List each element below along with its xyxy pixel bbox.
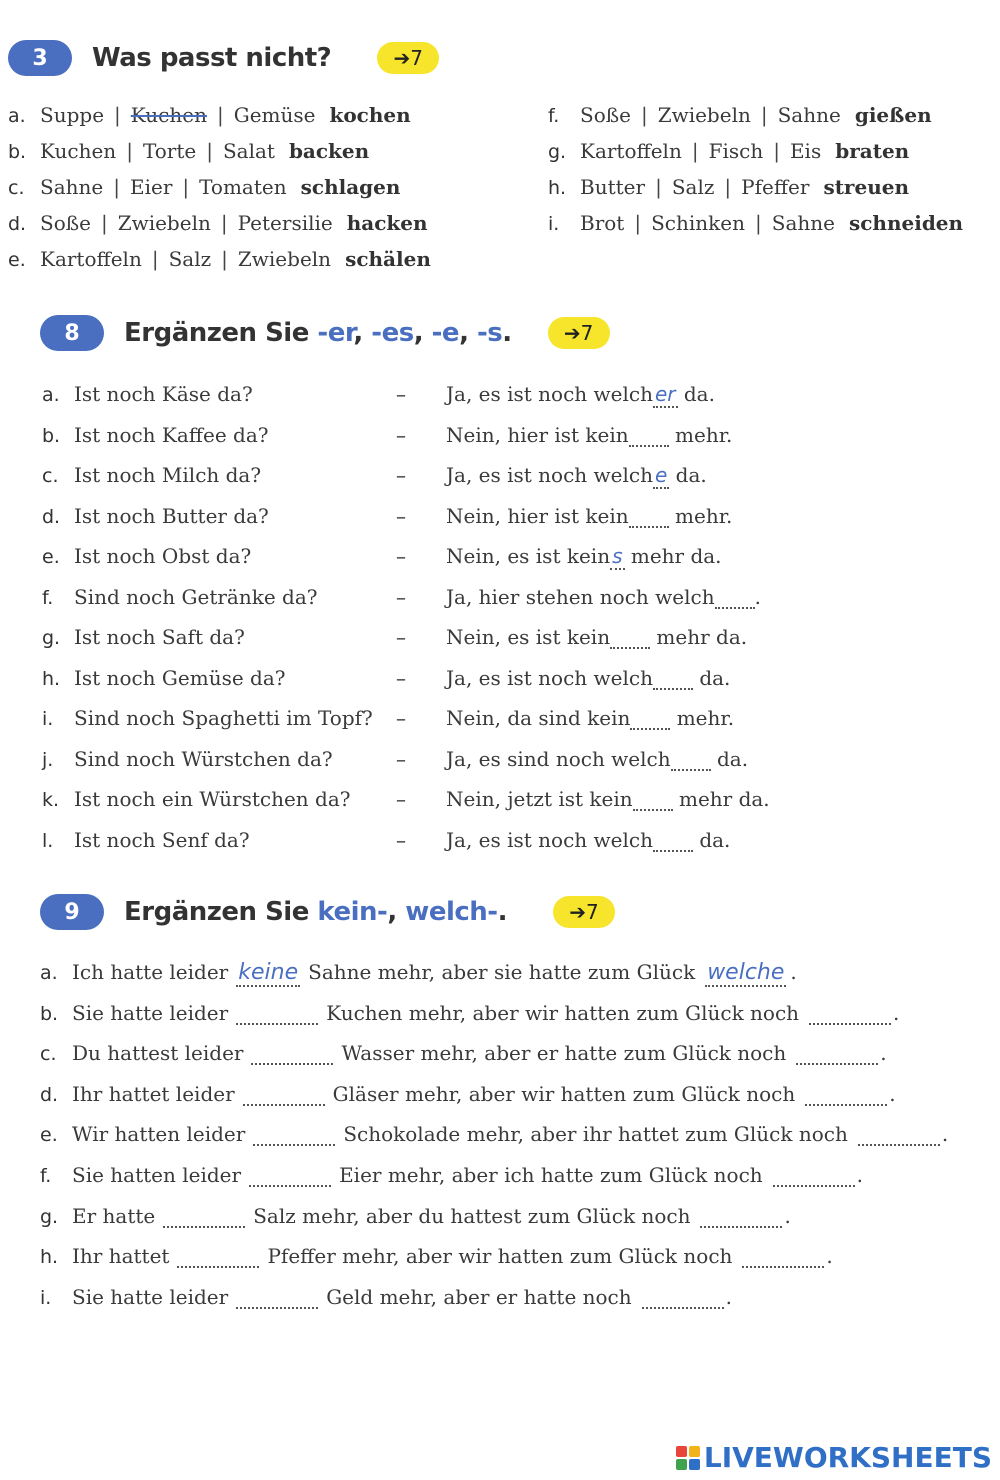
answer-input-2[interactable]: welche (707, 960, 785, 985)
answer-input-1[interactable] (236, 1003, 318, 1025)
item-label: f. (548, 105, 560, 127)
word-option[interactable]: Eis (789, 139, 822, 163)
item-label: h. (40, 1246, 59, 1269)
answer-input[interactable] (629, 425, 669, 447)
word-option[interactable]: Zwiebeln (237, 247, 332, 271)
exercise-row (42, 423, 942, 447)
separator: | (773, 139, 780, 163)
item-label: g. (40, 1205, 59, 1228)
word-option[interactable]: Eier (129, 175, 173, 199)
exercise-row (42, 382, 942, 406)
separator: | (220, 211, 228, 235)
item-label: b. (40, 1002, 59, 1025)
answer-input-2[interactable] (858, 1124, 940, 1146)
word-option[interactable]: Gemüse (233, 103, 316, 127)
verb: schlagen (300, 175, 401, 199)
exercise-row (42, 747, 942, 771)
word-option[interactable]: Zwiebeln (657, 103, 751, 127)
sentence-end: . (941, 1122, 949, 1147)
word-option[interactable]: Suppe (40, 103, 105, 127)
item-label: h. (548, 177, 567, 199)
sentence-end: . (856, 1163, 864, 1187)
sentence-part-2: Kuchen mehr, aber wir hatten zum Glück noch (326, 1000, 800, 1025)
answer-sentence (446, 544, 722, 568)
separator: | (126, 139, 133, 163)
answer-input-2[interactable] (642, 1287, 724, 1309)
answer-input[interactable] (629, 506, 669, 528)
sentence-part-2: Geld mehr, aber er hatte noch (326, 1284, 632, 1309)
question-text: Ist noch Senf da? (74, 827, 250, 852)
answer-sentence (446, 625, 747, 649)
sentence-part-1: Er hatte (72, 1203, 156, 1228)
word-option[interactable]: Kuchen (40, 139, 117, 163)
section-number-badge: 9 (40, 894, 104, 930)
dash: – (396, 503, 406, 528)
sentence-part-2: Sahne mehr, aber sie hatte zum Glück (308, 960, 696, 984)
sentence-end: . (880, 1041, 887, 1066)
separator: | (182, 175, 190, 199)
title-text: Ergänzen Sie (124, 318, 318, 348)
exercise-row (548, 175, 909, 199)
item-label: a. (42, 384, 60, 406)
dash: – (396, 827, 406, 852)
ending-es: -es (371, 318, 414, 348)
separator: | (206, 139, 213, 163)
answer-input-1[interactable] (177, 1246, 259, 1268)
item-label: l. (42, 829, 54, 852)
answer-input[interactable] (653, 668, 693, 690)
separator: | (634, 211, 642, 235)
answer-sentence (446, 463, 707, 487)
word-option[interactable]: Salz (168, 247, 212, 271)
answer-sentence (446, 747, 748, 771)
answer-end: mehr da. (650, 625, 748, 649)
answer-end: da. (710, 746, 749, 771)
title-separator: , (353, 318, 372, 348)
verb: gießen (854, 103, 932, 127)
item-label: g. (548, 141, 567, 163)
exercise-row (8, 139, 369, 163)
separator: | (655, 175, 662, 199)
separator: | (691, 139, 699, 163)
verb: schälen (345, 247, 431, 271)
exercise-row (40, 1041, 887, 1065)
exercise-row (40, 1244, 833, 1268)
question-text: Ist noch ein Würstchen da? (74, 787, 351, 811)
answer-end: mehr da. (672, 787, 770, 811)
exercise-row (42, 544, 942, 568)
word-option[interactable]: Sahne (771, 211, 835, 235)
dash: – (396, 422, 406, 447)
title-separator: , (459, 318, 477, 348)
verb: kochen (329, 103, 411, 127)
logo-mark-icon (676, 1446, 700, 1470)
sentence-part-2: Wasser mehr, aber er hatte zum Glück noch (341, 1041, 787, 1066)
question-text: Ist noch Obst da? (74, 544, 252, 568)
sentence-part-1: Du hattest leider (72, 1041, 244, 1066)
answer-input-1[interactable] (249, 1165, 331, 1187)
answer-start: Nein, jetzt ist kein (446, 787, 633, 811)
word-option[interactable]: Kartoffeln (580, 139, 682, 163)
answer-input[interactable] (633, 789, 673, 811)
word-option[interactable]: Brot (580, 211, 625, 235)
question-text: Ist noch Gemüse da? (74, 665, 286, 690)
answer-input-1[interactable] (243, 1084, 325, 1106)
item-label: j. (42, 748, 54, 771)
answer-input-2[interactable] (700, 1206, 782, 1228)
title-period: . (497, 897, 507, 927)
exercise-row (42, 706, 942, 730)
answer-start: Ja, es ist noch welch (446, 665, 653, 690)
word-option[interactable]: Fisch (708, 139, 764, 163)
answer-end: . (754, 584, 761, 609)
answer-input-2[interactable] (805, 1084, 887, 1106)
answer-end: mehr. (668, 503, 733, 528)
answer-start: Ja, hier stehen noch welch (446, 584, 715, 609)
item-label: a. (40, 962, 58, 984)
reference-badge: ➔7 (548, 317, 610, 349)
separator: | (640, 103, 648, 127)
item-label: e. (42, 546, 60, 568)
section-number-badge: 8 (40, 315, 104, 351)
word-welch: welch- (405, 897, 498, 927)
answer-input-2[interactable] (742, 1246, 824, 1268)
answer-input[interactable] (630, 708, 670, 730)
question-text: Ist noch Butter da? (74, 503, 269, 528)
verb: hacken (346, 211, 428, 235)
item-label: c. (40, 1043, 57, 1066)
exercise-row (40, 1001, 899, 1025)
separator: | (760, 103, 768, 127)
answer-end: da. (692, 665, 731, 690)
dash: – (396, 746, 406, 771)
answer-input-1[interactable] (163, 1206, 245, 1228)
exercise-row (40, 1204, 791, 1228)
answer-input-1[interactable] (236, 1287, 318, 1309)
answer-start: Nein, es ist kein (446, 544, 611, 568)
sentence-part-1: Ihr hattet leider (72, 1081, 235, 1106)
answer-end: mehr. (668, 422, 733, 447)
question-text: Sind noch Spaghetti im Topf? (74, 706, 373, 730)
answer-sentence (446, 382, 715, 406)
dash: – (396, 463, 406, 487)
exercise-row (548, 211, 963, 235)
answer-input-2[interactable] (809, 1003, 891, 1025)
answer-start: Nein, da sind kein (446, 706, 631, 730)
answer-start: Ja, es ist noch welch (446, 827, 653, 852)
word-option[interactable]: Sahne (40, 175, 104, 199)
word-option[interactable]: Zwiebeln (117, 211, 211, 235)
question-text: Ist noch Käse da? (74, 382, 253, 406)
exercise-row (8, 175, 400, 199)
logo-text: LIVEWORKSHEETS (703, 1441, 992, 1474)
exercise-row (42, 463, 942, 487)
word-option[interactable]: Kartoffeln (40, 247, 142, 271)
exercise-row (548, 139, 909, 163)
title-separator: , (413, 318, 432, 348)
separator: | (114, 103, 121, 127)
exercise-row (42, 828, 942, 852)
word-kein: kein- (317, 897, 388, 927)
exercise-row (40, 1122, 948, 1146)
reference-badge: ➔7 (553, 896, 615, 928)
sentence-part-2: Gläser mehr, aber wir hatten zum Glück noch (332, 1081, 796, 1106)
answer-input[interactable]: e (654, 463, 668, 487)
title-separator: , (387, 897, 406, 927)
sentence-part-2: Eier mehr, aber ich hatte zum Glück noch (339, 1163, 763, 1187)
answer-sentence (446, 666, 730, 690)
answer-sentence (446, 828, 730, 852)
dash: – (396, 787, 406, 811)
exercise-row (42, 666, 942, 690)
exercise-row (42, 585, 942, 609)
answer-start: Nein, hier ist kein (446, 503, 629, 528)
question-text: Ist noch Saft da? (74, 625, 245, 649)
answer-input[interactable] (653, 830, 693, 852)
word-option[interactable]: Soße (580, 103, 631, 127)
answer-start: Ja, es sind noch welch (446, 746, 671, 771)
answer-input[interactable]: er (654, 382, 676, 406)
item-label: c. (42, 465, 59, 487)
item-label: i. (42, 708, 54, 730)
verb: streuen (823, 175, 910, 199)
section-3-header (8, 40, 439, 76)
answer-input-2[interactable] (773, 1165, 855, 1187)
item-label: f. (42, 586, 54, 609)
item-label: i. (548, 213, 560, 235)
sentence-end: . (889, 1081, 896, 1106)
item-label: i. (40, 1286, 52, 1309)
answer-input-1[interactable]: keine (238, 960, 299, 985)
word-option[interactable]: Tomaten (199, 175, 287, 199)
exercise-row (42, 504, 942, 528)
separator: | (724, 175, 732, 199)
item-label: e. (40, 1124, 58, 1147)
sentence-end: . (790, 960, 797, 984)
answer-input-1[interactable] (251, 1043, 333, 1065)
item-label: k. (42, 789, 60, 811)
question-text: Sind noch Würstchen da? (74, 746, 333, 771)
answer-sentence (446, 787, 770, 811)
ending-s: -s (477, 318, 503, 348)
section-9-header (40, 894, 615, 930)
item-label: d. (42, 505, 61, 528)
section-title (124, 897, 507, 927)
item-label: d. (8, 213, 27, 235)
exercise-row (40, 960, 797, 985)
word-option[interactable]: Salat (222, 139, 275, 163)
section-title (124, 318, 512, 348)
sentence-part-1: Sie hatten leider (72, 1163, 242, 1187)
answer-sentence (446, 504, 732, 528)
answer-input[interactable] (715, 587, 755, 609)
sentence-part-1: Sie hatte leider (72, 1284, 229, 1309)
answer-input[interactable]: s (612, 544, 623, 568)
title-period: . (502, 318, 512, 348)
item-label: b. (8, 141, 27, 163)
liveworksheets-logo (676, 1441, 992, 1474)
section-number-badge: 3 (8, 40, 72, 76)
separator: | (151, 247, 159, 271)
exercise-row (42, 625, 942, 649)
dash: – (396, 706, 406, 730)
item-label: e. (8, 249, 26, 271)
dash: – (396, 665, 406, 690)
sentence-end: . (784, 1203, 791, 1228)
item-label: f. (40, 1165, 52, 1187)
item-label: d. (40, 1083, 59, 1106)
exercise-row (8, 247, 431, 271)
word-option[interactable]: Soße (40, 211, 91, 235)
section-8-header (40, 315, 610, 351)
item-label: g. (42, 627, 61, 649)
sentence-end: . (893, 1000, 900, 1025)
answer-end: da. (692, 827, 731, 852)
verb: braten (835, 139, 910, 163)
answer-start: Ja, es ist noch welch (446, 382, 653, 406)
separator: | (216, 103, 224, 127)
answer-sentence (446, 706, 734, 730)
title-text: Ergänzen Sie (124, 897, 318, 927)
dash: – (396, 544, 406, 568)
sentence-part-2: Pfeffer mehr, aber wir hatten zum Glück noch (267, 1244, 733, 1269)
answer-end: da. (669, 463, 707, 487)
answer-sentence (446, 585, 761, 609)
answer-start: Nein, hier ist kein (446, 422, 629, 447)
item-label: b. (42, 424, 61, 447)
exercise-row (40, 1082, 896, 1106)
ending-er: -er (317, 318, 354, 348)
section-title: Was passt nicht? (92, 43, 332, 73)
separator: | (113, 175, 120, 199)
sentence-part-1: Wir hatten leider (72, 1122, 246, 1147)
word-option[interactable]: Sahne (777, 103, 841, 127)
sentence-end: . (725, 1284, 733, 1309)
exercise-row (8, 211, 428, 235)
sentence-end: . (826, 1244, 833, 1269)
sentence-part-1: Ihr hattet (72, 1244, 170, 1269)
dash: – (396, 625, 406, 649)
ending-e: -e (431, 318, 460, 348)
item-label: h. (42, 667, 61, 690)
question-text: Ist noch Kaffee da? (74, 422, 269, 447)
separator: | (755, 211, 762, 235)
word-option[interactable]: Salz (671, 175, 715, 199)
sentence-part-2: Salz mehr, aber du hattest zum Glück noch (253, 1203, 691, 1228)
dash: – (396, 584, 406, 609)
answer-input-2[interactable] (796, 1043, 878, 1065)
answer-end: da. (677, 382, 715, 406)
separator: | (221, 247, 228, 271)
word-option[interactable]: Butter (580, 175, 646, 199)
answer-start: Ja, es ist noch welch (446, 463, 653, 487)
sentence-part-1: Sie hatte leider (72, 1000, 229, 1025)
answer-start: Nein, es ist kein (446, 625, 611, 649)
question-text: Ist noch Milch da? (74, 463, 262, 487)
dash: – (396, 382, 406, 406)
word-option[interactable]: Schinken (651, 211, 745, 235)
verb: backen (288, 139, 370, 163)
answer-input[interactable] (671, 749, 711, 771)
question-text: Sind noch Getränke da? (74, 584, 318, 609)
exercise-row (548, 103, 932, 127)
exercise-row (40, 1285, 732, 1309)
answer-input-1[interactable] (253, 1124, 335, 1146)
sentence-part-2: Schokolade mehr, aber ihr hattet zum Glück noch (343, 1122, 848, 1147)
answer-sentence (446, 423, 732, 447)
answer-end: mehr da. (624, 544, 722, 568)
reference-badge: ➔7 (377, 42, 439, 74)
answer-end: mehr. (670, 706, 735, 730)
sentence-part-1: Ich hatte leider (72, 960, 229, 984)
item-label: c. (8, 177, 25, 199)
verb: schneiden (848, 211, 964, 235)
word-option[interactable]: Kuchen (130, 103, 207, 127)
answer-input[interactable] (610, 627, 650, 649)
item-label: a. (8, 105, 26, 127)
exercise-row (40, 1163, 863, 1187)
word-option[interactable]: Pfeffer (741, 175, 810, 199)
exercise-row (42, 787, 942, 811)
exercise-row (8, 103, 411, 127)
separator: | (100, 211, 108, 235)
word-option[interactable]: Petersilie (237, 211, 333, 235)
word-option[interactable]: Torte (142, 139, 197, 163)
